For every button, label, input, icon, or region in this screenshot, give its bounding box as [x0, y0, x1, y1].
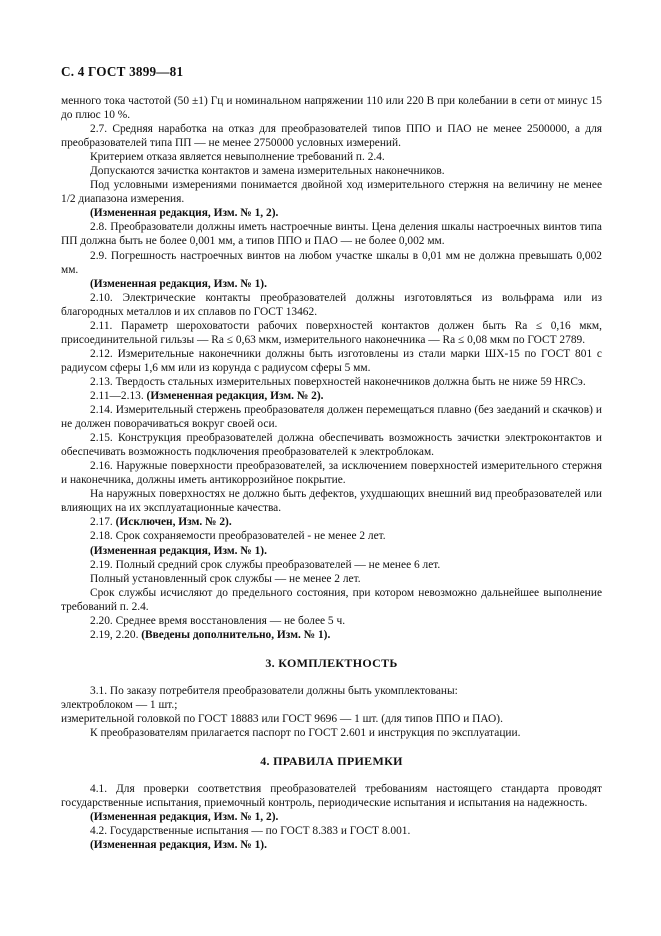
- paragraph: Допускаются зачистка контактов и замена измерительных наконечников.: [90, 165, 445, 178]
- paragraph: Срок службы исчисляют до предельного состояния, при котором невозможно дальнейшее выполнение требований п. 2.4.: [61, 586, 602, 613]
- section-heading-acceptance-rules: 4. ПРАВИЛА ПРИЕМКИ: [260, 754, 403, 769]
- list-item: электроблоком — 1 шт.;: [61, 698, 178, 711]
- paragraph: На наружных поверхностях не должно быть дефектов, ухудшающих внешний вид преобразователей или влияющих на их эксплуатационные качества.: [61, 488, 602, 515]
- paragraph: 2.9. Погрешность настроечных винтов на любом участке шкалы в 0,01 мм не должна превышать 0,002 мм.: [61, 249, 602, 276]
- paragraph: 4.1. Для проверки соответствия преобразователей требованиям настоящего стандарта проводят государственные испытания, приемочный контроль, периодические испытания и испытания на надежность.: [61, 783, 602, 810]
- paragraph: 2.8. Преобразователи должны иметь настроечные винты. Цена деления шкалы настроечных винтов типа ПП должна быть не более 0,001 мм, а типов ППО и ПАО — не более 0,002 мм.: [61, 221, 602, 248]
- amendment-note: 2.11—2.13. (Измененная редакция, Изм. № 2).: [90, 389, 324, 402]
- paragraph: 2.11. Параметр шероховатости рабочих поверхностей контактов должен быть Ra ≤ 0,16 мкм, присоединительной гильзы — Ra ≤ 0,63 мкм, измерительного наконечника — Ra ≤ 0,08 мкм по ГОСТ 2789.: [61, 319, 602, 346]
- paragraph: 2.15. Конструкция преобразователей должна обеспечивать возможность зачистки электроконтактов и обеспечивать возможность подключения преобразователей к электроблокам.: [61, 432, 602, 459]
- paragraph: К преобразователям прилагается паспорт по ГОСТ 2.601 и инструкция по эксплуатации.: [90, 727, 521, 740]
- paragraph: менного тока частотой (50 ±1) Гц и номинальном напряжении 110 или 220 В при колебании в сети от минус 15 до плюс 10 %.: [61, 95, 602, 122]
- paragraph: 2.7. Средняя наработка на отказ для преобразователей типов ППО и ПАО не менее 2500000, а для преобразователей типа ПП — не менее 2750000 условных измерений.: [61, 123, 602, 150]
- document-body: [61, 94, 602, 852]
- paragraph: Полный установленный срок службы — не менее 2 лет.: [90, 572, 361, 585]
- section-heading-completeness: 3. КОМПЛЕКТНОСТЬ: [265, 655, 398, 670]
- paragraph: Под условными измерениями понимается двойной ход измерительного стержня на величину не менее 1/2 диапазона измерения.: [61, 179, 602, 206]
- paragraph: 2.12. Измерительные наконечники должны быть изготовлены из стали марки ШХ-15 по ГОСТ 801 с радиусом сферы 1,6 мм или из корунда с радиусом сферы 5 мм.: [61, 347, 602, 374]
- paragraph: 2.10. Электрические контакты преобразователей должны изготовляться из вольфрама или из благородных металлов и их сплавов по ГОСТ 13462.: [61, 291, 602, 318]
- amendment-note: (Измененная редакция, Изм. № 1).: [90, 277, 267, 290]
- amendment-note: (Измененная редакция, Изм. № 1).: [90, 839, 267, 852]
- paragraph: 2.18. Срок сохраняемости преобразователей - не менее 2 лет.: [90, 530, 386, 543]
- paragraph: 3.1. По заказу потребителя преобразователи должны быть укомплектованы:: [90, 684, 458, 697]
- paragraph: 2.14. Измерительный стержень преобразователя должен перемещаться плавно (без заеданий и скачков) и не должен поворачиваться вокруг своей оси.: [61, 404, 602, 431]
- paragraph: 2.13. Твердость стальных измерительных поверхностей наконечников должна быть не ниже 59 HRCэ.: [90, 375, 586, 388]
- paragraph: 2.19. Полный средний срок службы преобразователей — не менее 6 лет.: [90, 558, 441, 571]
- paragraph: 2.16. Наружные поверхности преобразователей, за исключением поверхностей измерительного стержня и наконечника, должны иметь антикоррозийное покрытие.: [61, 460, 602, 487]
- paragraph: 2.20. Среднее время восстановления — не более 5 ч.: [90, 614, 346, 627]
- amendment-note: (Измененная редакция, Изм. № 1, 2).: [90, 207, 279, 220]
- amendment-note: 2.19, 2.20. (Введены дополнительно, Изм. № 1).: [90, 628, 331, 641]
- paragraph: 4.2. Государственные испытания — по ГОСТ 8.383 и ГОСТ 8.001.: [90, 825, 411, 838]
- amendment-note: (Измененная редакция, Изм. № 1).: [90, 544, 267, 557]
- page-header: С. 4 ГОСТ 3899—81: [61, 64, 184, 79]
- paragraph: Критерием отказа является невыполнение требований п. 2.4.: [90, 151, 385, 164]
- list-item: измерительной головкой по ГОСТ 18883 или ГОСТ 9696 — 1 шт. (для типов ППО и ПАО).: [61, 712, 503, 725]
- amendment-note: (Измененная редакция, Изм. № 1, 2).: [90, 811, 279, 824]
- amendment-note: 2.17. (Исключен, Изм. № 2).: [90, 516, 232, 529]
